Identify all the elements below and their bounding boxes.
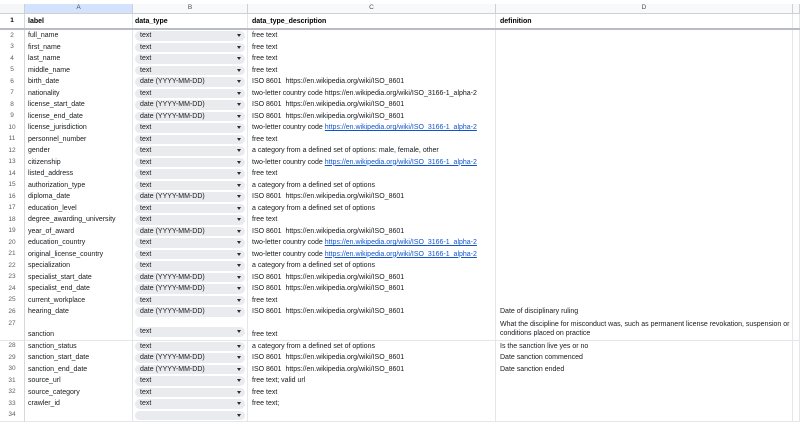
cell-definition[interactable]: What the discipline for misconduct was, such as permanent license revokation, suspension or conditions placed on practice	[496, 318, 793, 341]
row-number[interactable]: 4	[0, 53, 25, 66]
cell-label[interactable]: year_of_award	[25, 226, 133, 239]
data-type-dropdown[interactable]: text	[135, 43, 245, 53]
cell-data-type-description[interactable]: ISO 8601 https://en.wikipedia.org/wiki/ISO_8601	[248, 99, 496, 112]
cell-label[interactable]: full_name	[25, 30, 133, 43]
data-type-dropdown[interactable]: text	[135, 296, 245, 306]
cell-label[interactable]: sanction	[25, 318, 133, 341]
table-row	[0, 237, 800, 249]
row-number[interactable]: 10	[0, 122, 25, 135]
cell-label[interactable]: middle_name	[25, 65, 133, 78]
cell-data-type-description[interactable]: ISO 8601 https://en.wikipedia.org/wiki/ISO_8601	[248, 352, 496, 365]
data-type-dropdown[interactable]: text	[135, 169, 245, 179]
cell-header-definition[interactable]: definition	[496, 14, 793, 28]
cell-label[interactable]: sanction_end_date	[25, 364, 133, 377]
table-row	[0, 272, 800, 284]
table-row	[0, 168, 800, 180]
row-number[interactable]: 8	[0, 99, 25, 112]
row-number[interactable]: 12	[0, 145, 25, 158]
dropdown-caret-icon	[237, 368, 241, 371]
cell-data-type-description[interactable]: free text	[248, 42, 496, 55]
dropdown-caret-icon	[237, 126, 241, 129]
data-type-dropdown[interactable]: date (YYYY-MM-DD)	[135, 273, 245, 283]
column-header-a[interactable]: A	[25, 4, 133, 14]
data-type-dropdown[interactable]: text	[135, 250, 245, 260]
wiki-link[interactable]: https://en.wikipedia.org/wiki/ISO_3166-1_alpha-2	[325, 124, 477, 131]
table-row	[0, 295, 800, 307]
cell-data-type-description[interactable]: free text	[248, 168, 496, 181]
table-row	[0, 318, 800, 341]
table-row	[0, 65, 800, 77]
data-type-dropdown[interactable]: text	[135, 261, 245, 271]
cell-label[interactable]: sanction_status	[25, 341, 133, 354]
wiki-link[interactable]: https://en.wikipedia.org/wiki/ISO_3166-1_alpha-2	[325, 159, 477, 166]
cell-label[interactable]: specialization	[25, 260, 133, 273]
row-number[interactable]: 1	[0, 14, 25, 28]
table-row	[0, 76, 800, 88]
column-header-c[interactable]: C	[248, 4, 496, 14]
row-number[interactable]: 2	[0, 30, 25, 43]
cell-data-type-description[interactable]: free text	[248, 295, 496, 308]
dropdown-caret-icon	[237, 264, 241, 267]
row-number[interactable]: 19	[0, 226, 25, 239]
cell-label[interactable]: license_jurisdiction	[25, 122, 133, 135]
table-row	[0, 157, 800, 169]
data-type-dropdown[interactable]: date (YYYY-MM-DD)	[135, 365, 245, 375]
row-number[interactable]: 9	[0, 111, 25, 124]
dropdown-caret-icon	[237, 161, 241, 164]
cell-header-label[interactable]: label	[25, 14, 133, 28]
data-type-dropdown[interactable]: date (YYYY-MM-DD)	[135, 100, 245, 110]
cell-data-type-description[interactable]: two-letter country code https://en.wikipedia.org/wiki/ISO_3166-1_alpha-2	[248, 88, 496, 101]
cell-label[interactable]: last_name	[25, 53, 133, 66]
table-row	[0, 226, 800, 238]
cell-data-type-description[interactable]: free text;	[248, 398, 496, 411]
table-row	[0, 30, 800, 42]
cell-definition[interactable]: Date sanction ended	[496, 364, 793, 377]
table-row	[0, 364, 800, 376]
cell-label[interactable]: hearing_date	[25, 306, 133, 319]
dropdown-caret-icon	[237, 241, 241, 244]
cell-label[interactable]: first_name	[25, 42, 133, 55]
cell-label[interactable]: crawler_id	[25, 398, 133, 411]
table-row	[0, 191, 800, 203]
row-number[interactable]: 26	[0, 306, 25, 319]
row-number[interactable]: 13	[0, 157, 25, 170]
cell-data-type-description[interactable]: ISO 8601 https://en.wikipedia.org/wiki/ISO_8601	[248, 306, 496, 319]
column-header-b[interactable]: B	[133, 4, 248, 14]
cell-empty[interactable]	[793, 14, 800, 28]
table-row	[0, 145, 800, 157]
table-row	[0, 341, 800, 353]
table-row	[0, 122, 800, 134]
table-row	[0, 398, 800, 410]
cell-data-type-description[interactable]: ISO 8601 https://en.wikipedia.org/wiki/ISO_8601	[248, 364, 496, 377]
cell-data-type-description[interactable]: ISO 8601 https://en.wikipedia.org/wiki/ISO_8601	[248, 76, 496, 89]
dropdown-caret-icon	[237, 80, 241, 83]
row-number[interactable]: 33	[0, 398, 25, 411]
wiki-link[interactable]: https://en.wikipedia.org/wiki/ISO_3166-1_alpha-2	[325, 239, 477, 246]
cell-label[interactable]: authorization_type	[25, 180, 133, 193]
cell-data-type-description[interactable]: free text	[248, 387, 496, 400]
data-type-dropdown[interactable]: text	[135, 54, 245, 64]
data-type-dropdown[interactable]: text	[135, 123, 245, 133]
cell-definition[interactable]	[496, 410, 793, 422]
row-number[interactable]: 34	[0, 410, 25, 422]
cell-label[interactable]: personnel_number	[25, 134, 133, 147]
table-row	[0, 134, 800, 146]
data-type-dropdown[interactable]: text	[135, 342, 245, 352]
dropdown-caret-icon	[237, 253, 241, 256]
row-number[interactable]: 24	[0, 283, 25, 296]
row-number[interactable]: 29	[0, 352, 25, 365]
dropdown-caret-icon	[237, 330, 241, 333]
data-type-dropdown[interactable]: text	[135, 204, 245, 214]
table-row	[0, 111, 800, 123]
dropdown-caret-icon	[237, 207, 241, 210]
dropdown-caret-icon	[237, 230, 241, 233]
dropdown-caret-icon	[237, 184, 241, 187]
wiki-link[interactable]: https://en.wikipedia.org/wiki/ISO_3166-1_alpha-2	[325, 251, 477, 258]
dropdown-caret-icon	[237, 103, 241, 106]
cell-header-data-type[interactable]: data_type	[133, 14, 248, 28]
data-type-dropdown[interactable]: text	[135, 327, 245, 337]
cell-data-type-description[interactable]: free text	[248, 65, 496, 78]
cell-empty[interactable]	[793, 410, 800, 422]
cell-label[interactable]: education_level	[25, 203, 133, 216]
table-row	[0, 42, 800, 54]
cell-data-type-description[interactable]: free text; valid url	[248, 375, 496, 388]
cell-data-type[interactable]	[133, 410, 248, 422]
cell-data-type-description[interactable]: a category from a defined set of options	[248, 341, 496, 354]
data-type-dropdown[interactable]: text	[135, 135, 245, 145]
cell-label[interactable]: source_category	[25, 387, 133, 400]
cell-data-type-description[interactable]: free text	[248, 30, 496, 43]
table-row	[0, 99, 800, 111]
cell-label[interactable]: degree_awarding_university	[25, 214, 133, 227]
table-row	[0, 387, 800, 399]
dropdown-caret-icon	[237, 299, 241, 302]
cell-label[interactable]: current_workplace	[25, 295, 133, 308]
row-number[interactable]: 5	[0, 65, 25, 78]
cell-label[interactable]: education_country	[25, 237, 133, 250]
row-number[interactable]: 6	[0, 76, 25, 89]
data-type-dropdown[interactable]: text	[135, 181, 245, 191]
row-number[interactable]: 30	[0, 364, 25, 377]
cell-label[interactable]: listed_address	[25, 168, 133, 181]
cell-data-type-description[interactable]: ISO 8601 https://en.wikipedia.org/wiki/ISO_8601	[248, 272, 496, 285]
row-number[interactable]: 11	[0, 134, 25, 147]
header-row	[0, 14, 800, 28]
cell-definition[interactable]: Date of disciplinary ruling	[496, 306, 793, 319]
table-row	[0, 410, 800, 422]
cell-data-type-description[interactable]: ISO 8601 https://en.wikipedia.org/wiki/ISO_8601	[248, 283, 496, 296]
dropdown-caret-icon	[237, 34, 241, 37]
data-type-dropdown[interactable]: text	[135, 376, 245, 386]
dropdown-caret-icon	[237, 218, 241, 221]
row-number[interactable]: 23	[0, 272, 25, 285]
cell-header-data-type-description[interactable]: data_type_description	[248, 14, 496, 28]
dropdown-caret-icon	[237, 195, 241, 198]
data-type-dropdown[interactable]: text	[135, 238, 245, 248]
cell-label[interactable]	[25, 410, 133, 422]
cell-data-type-description[interactable]	[248, 410, 496, 422]
row-number[interactable]: 7	[0, 88, 25, 101]
data-type-dropdown[interactable]: text	[135, 388, 245, 398]
dropdown-caret-icon	[237, 115, 241, 118]
dropdown-caret-icon	[237, 310, 241, 313]
cell-data-type-description[interactable]: a category from a defined set of options	[248, 180, 496, 193]
cell-data-type-description[interactable]: free text	[248, 318, 496, 341]
table-row	[0, 306, 800, 318]
cell-label[interactable]: sanction_start_date	[25, 352, 133, 365]
row-number[interactable]: 17	[0, 203, 25, 216]
cell-data-type-description[interactable]: a category from a defined set of options: male, female, other	[248, 145, 496, 158]
cell-label[interactable]: source_url	[25, 375, 133, 388]
row-number[interactable]: 31	[0, 375, 25, 388]
row-number[interactable]: 25	[0, 295, 25, 308]
cell-label[interactable]: specialist_start_date	[25, 272, 133, 285]
row-number[interactable]: 32	[0, 387, 25, 400]
data-type-dropdown[interactable]: date (YYYY-MM-DD)	[135, 353, 245, 363]
cell-data-type-description[interactable]: a category from a defined set of options	[248, 203, 496, 216]
table-row	[0, 249, 800, 261]
table-row	[0, 214, 800, 226]
data-type-dropdown[interactable]: date (YYYY-MM-DD)	[135, 284, 245, 294]
row-number[interactable]: 16	[0, 191, 25, 204]
column-header-band	[0, 4, 800, 14]
table-row	[0, 203, 800, 215]
cell-data-type-description[interactable]: two-letter country code https://en.wikipedia.org/wiki/ISO_3166-1_alpha-2	[248, 249, 496, 262]
cell-data-type-description[interactable]: free text	[248, 53, 496, 66]
dropdown-caret-icon	[237, 92, 241, 95]
data-type-dropdown[interactable]: text	[135, 89, 245, 99]
cell-definition[interactable]: Is the sanction live yes or no	[496, 341, 793, 354]
dropdown-caret-icon	[237, 276, 241, 279]
dropdown-caret-icon	[237, 379, 241, 382]
cell-data-type-description[interactable]: two-letter country code https://en.wikipedia.org/wiki/ISO_3166-1_alpha-2	[248, 122, 496, 135]
table-row	[0, 352, 800, 364]
column-header-e-sliver[interactable]	[793, 4, 800, 14]
row-number[interactable]: 15	[0, 180, 25, 193]
row-number[interactable]: 18	[0, 214, 25, 227]
dropdown-caret-icon	[237, 149, 241, 152]
data-type-dropdown[interactable]: date (YYYY-MM-DD)	[135, 77, 245, 87]
dropdown-caret-icon	[237, 172, 241, 175]
row-number[interactable]: 14	[0, 168, 25, 181]
row-number[interactable]: 21	[0, 249, 25, 262]
data-type-dropdown[interactable]	[135, 411, 245, 421]
row-number[interactable]: 22	[0, 260, 25, 273]
cell-data-type-description[interactable]: ISO 8601 https://en.wikipedia.org/wiki/ISO_8601	[248, 191, 496, 204]
row-number[interactable]: 28	[0, 341, 25, 354]
dropdown-caret-icon	[237, 345, 241, 348]
data-type-dropdown[interactable]: text	[135, 146, 245, 156]
cell-label[interactable]: diploma_date	[25, 191, 133, 204]
cell-data-type-description[interactable]: two-letter country code https://en.wikipedia.org/wiki/ISO_3166-1_alpha-2	[248, 237, 496, 250]
data-type-dropdown[interactable]: date (YYYY-MM-DD)	[135, 227, 245, 237]
cell-data-type-description[interactable]: two-letter country code https://en.wikipedia.org/wiki/ISO_3166-1_alpha-2	[248, 157, 496, 170]
cell-label[interactable]: specialist_end_date	[25, 283, 133, 296]
dropdown-caret-icon	[237, 46, 241, 49]
data-type-dropdown[interactable]: text	[135, 158, 245, 168]
table-row	[0, 260, 800, 272]
table-row	[0, 53, 800, 65]
cell-data-type-description[interactable]: ISO 8601 https://en.wikipedia.org/wiki/ISO_8601	[248, 111, 496, 124]
data-type-dropdown[interactable]: date (YYYY-MM-DD)	[135, 112, 245, 122]
data-type-dropdown[interactable]: text	[135, 31, 245, 41]
table-row	[0, 283, 800, 295]
table-row	[0, 180, 800, 192]
dropdown-caret-icon	[237, 69, 241, 72]
dropdown-caret-icon	[237, 57, 241, 60]
data-type-dropdown[interactable]: text	[135, 215, 245, 225]
dropdown-caret-icon	[237, 402, 241, 405]
dropdown-caret-icon	[237, 414, 241, 417]
dropdown-caret-icon	[237, 287, 241, 290]
data-type-dropdown[interactable]: date (YYYY-MM-DD)	[135, 192, 245, 202]
dropdown-caret-icon	[237, 138, 241, 141]
cell-label[interactable]: original_license_country	[25, 249, 133, 262]
table-row	[0, 375, 800, 387]
cell-label[interactable]: license_start_date	[25, 99, 133, 112]
cell-data-type-description[interactable]: free text	[248, 214, 496, 227]
cell-label[interactable]: birth_date	[25, 76, 133, 89]
row-number[interactable]: 20	[0, 237, 25, 250]
data-type-dropdown[interactable]: text	[135, 399, 245, 409]
cell-data-type[interactable]	[133, 318, 248, 341]
cell-data-type-description[interactable]: free text	[248, 134, 496, 147]
table-row	[0, 88, 800, 100]
row-number[interactable]: 27	[0, 318, 25, 341]
cell-definition[interactable]: Date sanction commenced	[496, 352, 793, 365]
cell-label[interactable]: nationality	[25, 88, 133, 101]
cell-data-type-description[interactable]: ISO 8601 https://en.wikipedia.org/wiki/ISO_8601	[248, 226, 496, 239]
dropdown-caret-icon	[237, 356, 241, 359]
row-number[interactable]: 3	[0, 42, 25, 55]
dropdown-caret-icon	[237, 391, 241, 394]
grid-body	[0, 30, 800, 421]
select-all-corner[interactable]	[0, 4, 25, 14]
cell-label[interactable]: gender	[25, 145, 133, 158]
data-type-dropdown[interactable]: date (YYYY-MM-DD)	[135, 307, 245, 317]
cell-data-type-description[interactable]: a category from a defined set of options	[248, 260, 496, 273]
cell-label[interactable]: license_end_date	[25, 111, 133, 124]
data-type-dropdown[interactable]: text	[135, 66, 245, 76]
cell-empty[interactable]	[793, 318, 800, 341]
cell-label[interactable]: citizenship	[25, 157, 133, 170]
column-header-d[interactable]: D	[496, 4, 793, 14]
